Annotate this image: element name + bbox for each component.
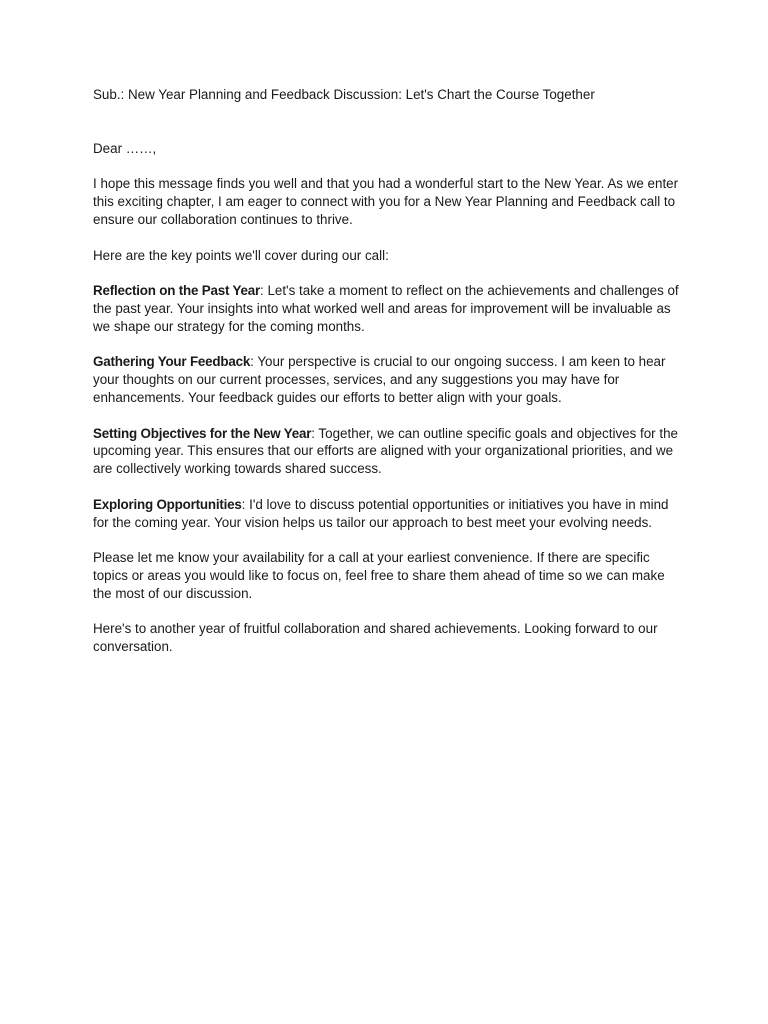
greeting: Dear ……, — [93, 140, 157, 156]
key-point-text: : Let's take a moment to reflect on the achievements and challenges of the past year. Your insights into what worked well and areas for improvement will be invaluable as we shape our strategy for the coming months. — [93, 283, 679, 334]
key-point-opportunities — [93, 496, 683, 532]
letter-document — [93, 86, 683, 674]
key-point-title: Reflection on the Past Year — [93, 283, 260, 299]
key-point-text: : I'd love to discuss potential opportunities or initiatives you have in mind for the coming year. Your vision helps us tailor our approach to best meet your evolving needs. — [93, 496, 669, 530]
intro-paragraph: I hope this message finds you well and that you had a wonderful start to the New Year. As we enter this exciting chapter, I am eager to connect with you for a New Year Planning and Feedback call to ensure our collaboration continues to thrive. — [93, 176, 679, 227]
key-point-title: Setting Objectives for the New Year — [93, 425, 312, 441]
key-point-text: : Together, we can outline specific goals and objectives for the upcoming year. This ensures that our efforts are aligned with your organizational priorities, and we are collectively working towards shared success. — [93, 425, 678, 477]
availability-paragraph: Please let me know your availability for a call at your earliest convenience. If there are specific topics or areas you would like to focus on, feel free to share them ahead of time so we can make the most of our discussion. — [93, 550, 665, 601]
closing-paragraph: Here's to another year of fruitful collaboration and shared achievements. Looking forward to our conversation. — [93, 621, 658, 655]
key-points-intro: Here are the key points we'll cover during our call: — [93, 247, 389, 263]
key-point-reflection — [93, 282, 683, 335]
key-point-objectives — [93, 425, 683, 478]
key-point-title: Gathering Your Feedback — [93, 354, 251, 370]
subject-line: Sub.: New Year Planning and Feedback Discussion: Let's Chart the Course Together — [93, 87, 595, 102]
key-point-text: : Your perspective is crucial to our ongoing success. I am keen to hear your thoughts on our current processes, services, and any suggestions you may have for enhancements. Your feedback guides our efforts to better align with your goals. — [93, 354, 666, 405]
key-point-feedback — [93, 353, 683, 406]
key-point-title: Exploring Opportunities — [93, 496, 242, 512]
